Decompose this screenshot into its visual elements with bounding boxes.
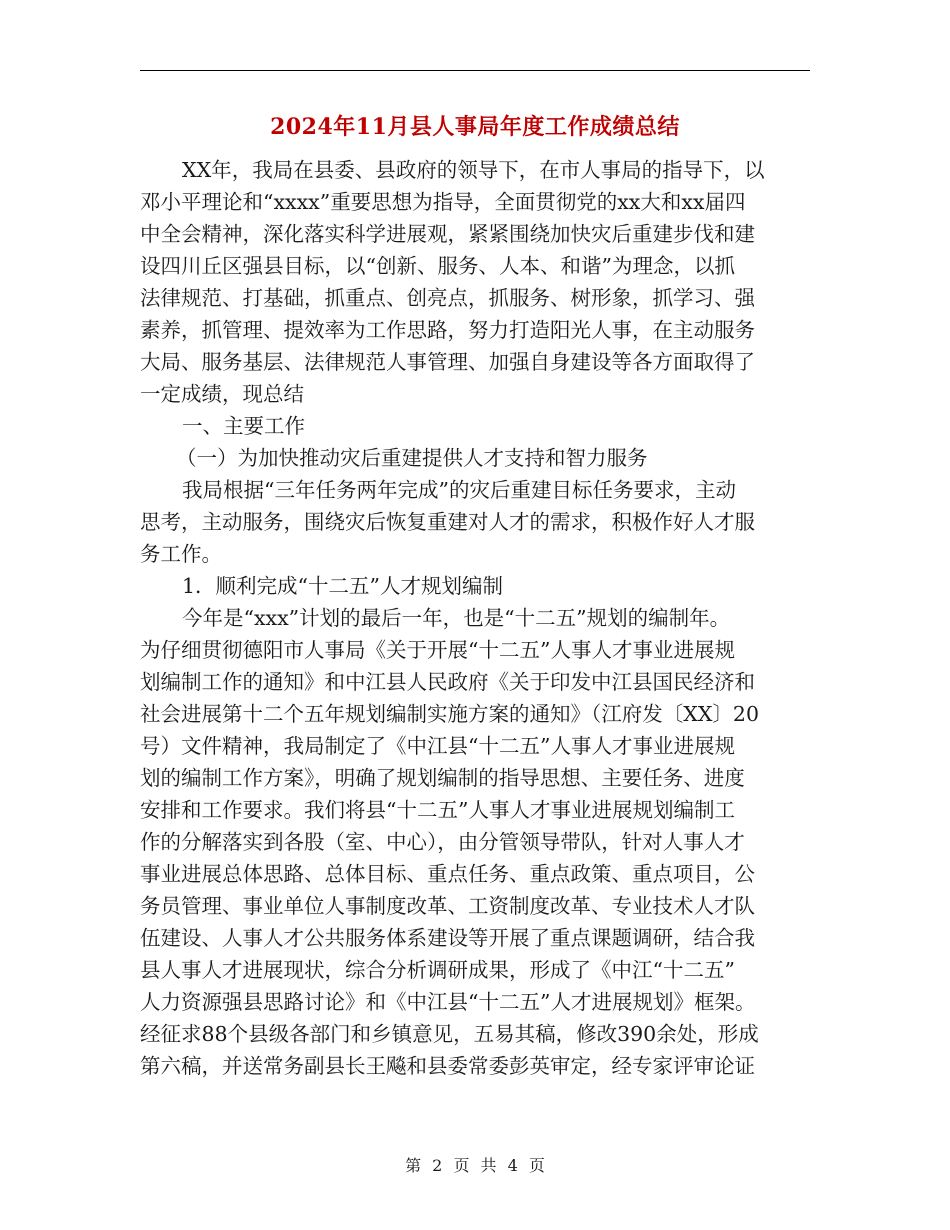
paragraph-line: 划的编制工作方案》，明确了规划编制的指导思想、主要任务、进度	[140, 766, 745, 790]
paragraph-line: 县人事人才进展现状，综合分析调研成果，形成了《中江“十二五”	[140, 958, 735, 982]
paragraph-line: 安排和工作要求。我们将县“十二五”人事人才事业进展规划编制工	[140, 798, 735, 822]
paragraph-line: 务工作。	[140, 542, 222, 566]
paragraph-line: 中全会精神，深化落实科学进展观，紧紧围绕加快灾后重建步伐和建	[140, 222, 755, 246]
page-number: 第 2 页 共 4 页	[405, 1156, 545, 1175]
paragraph-line: 号）文件精神，我局制定了《中江县“十二五”人事人才事业进展规	[140, 734, 735, 758]
subsection-heading: （一）为加快推动灾后重建提供人才支持和智力服务	[176, 446, 648, 470]
paragraph-line: 素养，抓管理、提效率为工作思路，努力打造阳光人事，在主动服务	[140, 318, 755, 342]
paragraph-line: 设四川丘区强县目标，以“创新、服务、人本、和谐”为理念，以抓	[140, 254, 735, 278]
paragraph-line: 一定成绩，现总结	[140, 382, 304, 406]
paragraph-line: 伍建设、人事人才公共服务体系建设等开展了重点课题调研，结合我	[140, 926, 755, 950]
paragraph-line: 为仔细贯彻德阳市人事局《关于开展“十二五”人事人才事业进展规	[140, 638, 735, 662]
paragraph-line: 经征求88个县级各部门和乡镇意见，五易其稿，修改390余处，形成	[140, 1022, 759, 1046]
document-body	[140, 154, 812, 1082]
paragraph-line: 第六稿，并送常务副县长王飚和县委常委彭英审定，经专家评审论证	[140, 1054, 755, 1078]
header-rule	[140, 70, 810, 71]
paragraph-line: 务员管理、事业单位人事制度改革、工资制度改革、专业技术人才队	[140, 894, 755, 918]
paragraph-line: XX年，我局在县委、县政府的领导下，在市人事局的指导下，以	[182, 158, 765, 182]
paragraph-line: 今年是“xxx”计划的最后一年，也是“十二五”规划的编制年。	[182, 606, 731, 630]
paragraph-line: 人力资源强县思路讨论》和《中江县“十二五”人才进展规划》框架。	[140, 990, 756, 1014]
paragraph-line: 作的分解落实到各股（室、中心），由分管领导带队，针对人事人才	[140, 830, 745, 854]
paragraph-line: 划编制工作的通知》和中江县人民政府《关于印发中江县国民经济和	[140, 670, 755, 694]
section-heading: 一、主要工作	[182, 414, 305, 438]
paragraph-line: 邓小平理论和“xxxx”重要思想为指导，全面贯彻党的xx大和xx届四	[140, 190, 746, 214]
item-heading: 1．顺利完成“十二五”人才规划编制	[182, 574, 504, 598]
paragraph-line: 思考，主动服务，围绕灾后恢复重建对人才的需求，积极作好人才服	[140, 510, 755, 534]
paragraph-line: 社会进展第十二个五年规划编制实施方案的通知》（江府发〔XX〕20	[140, 702, 760, 726]
paragraph-line: 事业进展总体思路、总体目标、重点任务、重点政策、重点项目，公	[140, 862, 755, 886]
paragraph-line: 法律规范、打基础，抓重点、创亮点，抓服务、树形象，抓学习、强	[140, 286, 755, 310]
document-title: 2024年11月县人事局年度工作成绩总结	[270, 114, 680, 140]
paragraph-line: 大局、服务基层、法律规范人事管理、加强自身建设等各方面取得了	[140, 350, 755, 374]
paragraph-line: 我局根据“三年任务两年完成”的灾后重建目标任务要求，主动	[182, 478, 736, 502]
